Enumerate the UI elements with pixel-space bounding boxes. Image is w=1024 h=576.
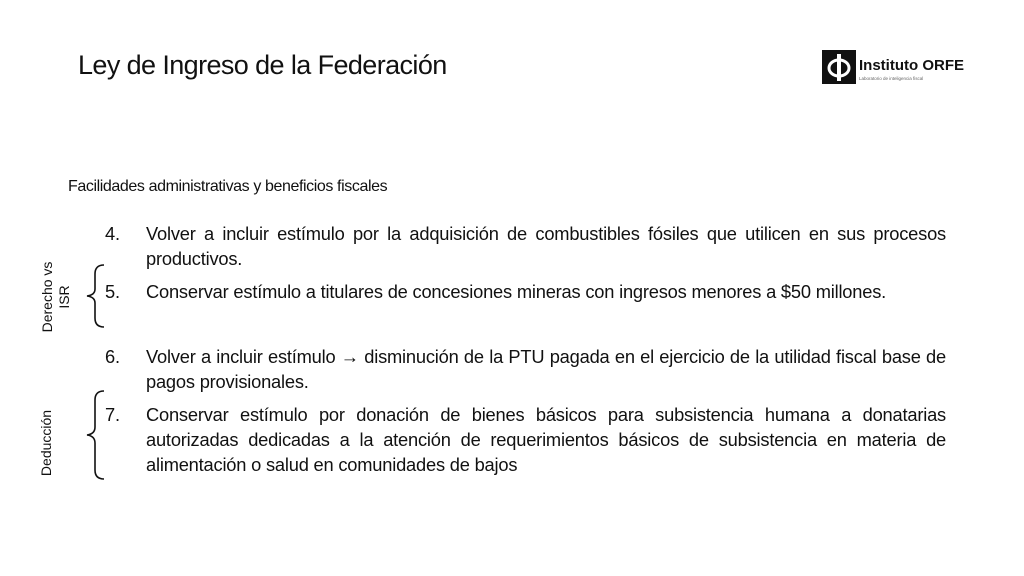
item-text: Volver a incluir estímulo por la adquisición de combustibles fósiles que utilicen en sus procesos productivos.: [146, 223, 946, 269]
item-number: 6.: [105, 346, 120, 367]
list-item: [105, 279, 946, 304]
deduccion-label: Deducción: [38, 409, 54, 477]
item-number: 7.: [105, 404, 120, 425]
slide-title: Ley de Ingreso de la Federación: [78, 50, 447, 80]
item-text: Conservar estímulo por donación de bienes básicos para subsistencia humana a donatarias autorizadas dedicadas a la atención de requerimientos básicos de subsistencia en materia de alimentación o salud en comunidades de bajos: [146, 404, 946, 475]
item-number: 5.: [105, 281, 120, 302]
list-item: [105, 402, 946, 477]
phi-logo-icon: [822, 50, 856, 84]
logo-tagline: Laboratorio de inteligencia fiscal: [859, 76, 924, 81]
section-heading: Facilidades administrativas y beneficios fiscales: [68, 178, 388, 195]
item-number: 4.: [105, 223, 120, 244]
brace-derecho: [84, 264, 106, 328]
derecho-vs-isr-label: Derecho vs ISR: [39, 261, 72, 333]
item-text: Conservar estímulo a titulares de concesiones mineras con ingresos menores a $50 millones.: [146, 281, 887, 302]
brace-deduccion: [84, 390, 106, 480]
institute-logo: [822, 50, 982, 86]
list-item: [105, 344, 946, 394]
logo-name: Instituto ORFE: [859, 57, 964, 74]
list-item: [105, 221, 946, 271]
item-text: Volver a incluir estímulo → disminución de la PTU pagada en el ejercicio de la utilidad fiscal base de pagos provisionales.: [146, 346, 946, 392]
